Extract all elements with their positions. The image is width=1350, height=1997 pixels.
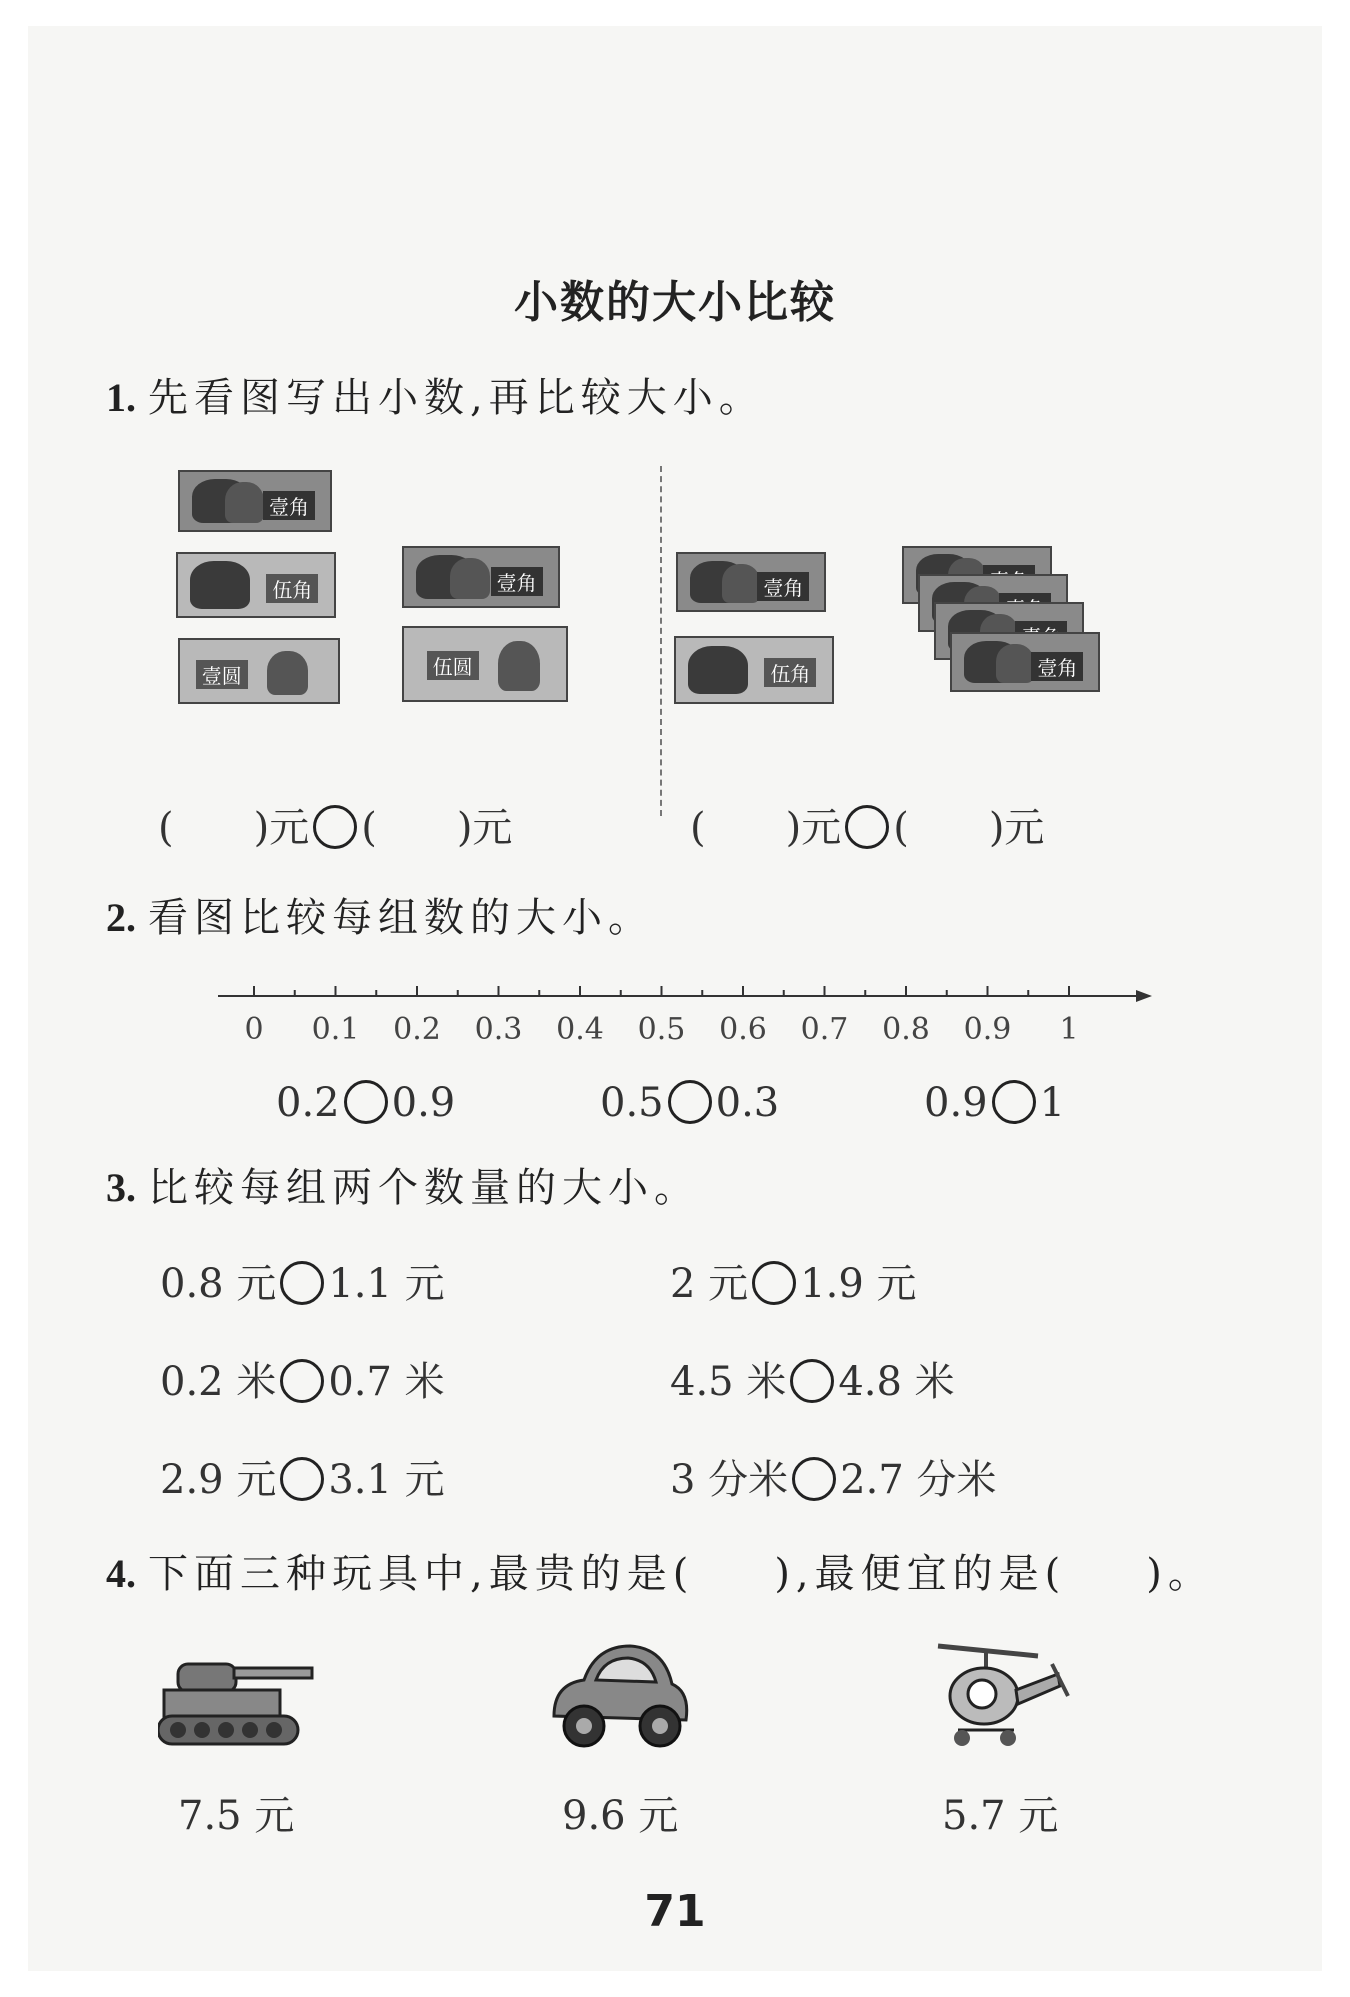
axis-tick-label: 0 (244, 1012, 264, 1047)
banknote-one-jiao: 壹角 (950, 632, 1100, 692)
q1-answer-left: ( )元 ( )元 (158, 805, 513, 851)
compare-circle[interactable] (752, 1261, 796, 1305)
compare-circle[interactable] (280, 1261, 324, 1305)
question-text: 比较每组两个数量的大小。 (148, 1165, 700, 1211)
question-text: 看图比较每组数的大小。 (148, 895, 654, 941)
compare-circle[interactable] (845, 805, 889, 849)
section-divider (660, 466, 662, 816)
compare-circle[interactable] (280, 1457, 324, 1501)
compare-circle[interactable] (668, 1080, 712, 1124)
q3-row-2-right: 4.5 米 4.8 米 (670, 1359, 955, 1405)
q1-answer-right: ( )元 ( )元 (690, 805, 1045, 851)
banknote-one-jiao: 壹角 (402, 546, 560, 608)
compare-circle[interactable] (344, 1080, 388, 1124)
question-number: 4. (106, 1551, 136, 1596)
q2-pair-2: 0.5 0.3 (600, 1080, 780, 1126)
banknote-five-yuan: 伍圆 (402, 626, 568, 702)
banknote-five-jiao: 伍角 (176, 552, 336, 618)
compare-circle[interactable] (313, 805, 357, 849)
q3-row-1-right: 2 元 1.9 元 (670, 1261, 917, 1307)
question-4: 4. 下面三种玩具中,最贵的是( ),最便宜的是( )。 (106, 1551, 1214, 1597)
q3-row-2-left: 0.2 米 0.7 米 (160, 1359, 445, 1405)
number-line (218, 976, 1158, 1016)
axis-tick-label: 0.6 (719, 1012, 767, 1047)
compare-circle[interactable] (790, 1359, 834, 1403)
workbook-page (28, 26, 1322, 1971)
q2-pair-1: 0.2 0.9 (276, 1080, 456, 1126)
car-icon (544, 1636, 694, 1756)
q3-row-1-left: 0.8 元 1.1 元 (160, 1261, 445, 1307)
axis-tick-label: 0.3 (474, 1012, 523, 1047)
toy-price: 7.5 元 (178, 1793, 295, 1839)
question-number: 3. (106, 1165, 136, 1210)
axis-tick-label: 1 (1059, 1012, 1079, 1047)
toy-price: 9.6 元 (562, 1793, 679, 1839)
helicopter-icon (928, 1626, 1078, 1756)
compare-circle[interactable] (792, 1457, 836, 1501)
axis-tick-label: 0.1 (311, 1012, 360, 1047)
question-2 (106, 886, 654, 943)
tank-icon (158, 1654, 318, 1754)
axis-tick-label: 0.4 (556, 1012, 604, 1047)
page-title: 小数的大小比较 (514, 277, 836, 328)
compare-circle[interactable] (280, 1359, 324, 1403)
banknote-one-jiao: 壹角 (178, 470, 332, 532)
question-3 (106, 1156, 700, 1213)
q2-pair-3: 0.9 1 (924, 1080, 1066, 1126)
toy-price: 5.7 元 (942, 1793, 1059, 1839)
banknote-one-yuan: 壹圆 (178, 638, 340, 704)
axis-tick-label: 0.8 (882, 1012, 930, 1047)
axis-tick-label: 0.9 (963, 1012, 1012, 1047)
axis-tick-label: 0.7 (800, 1012, 849, 1047)
q3-row-3-left: 2.9 元 3.1 元 (160, 1457, 445, 1503)
compare-circle[interactable] (992, 1080, 1036, 1124)
question-text: 先看图写出小数,再比较大小。 (148, 375, 765, 421)
question-number: 2. (106, 895, 136, 940)
banknote-five-jiao: 伍角 (674, 636, 834, 704)
question-1 (106, 366, 765, 423)
axis-tick-label: 0.5 (637, 1012, 686, 1047)
banknote-one-jiao: 壹角 (676, 552, 826, 612)
q3-row-3-right: 3 分米 2.7 分米 (670, 1457, 997, 1503)
page-number: 71 (644, 1886, 706, 1937)
question-number: 1. (106, 375, 136, 420)
axis-tick-label: 0.2 (393, 1012, 441, 1047)
